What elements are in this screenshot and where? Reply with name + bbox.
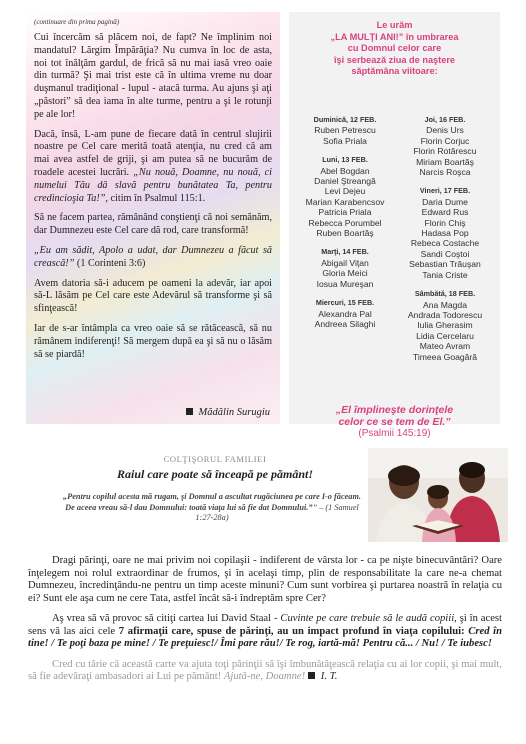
birthday-list-left	[295, 115, 395, 329]
paragraph-3: Să ne facem partea, rămânând conştienţi că noi semănăm, dar Dumnezeu este Cel care dă rod, care transformă!	[34, 212, 272, 237]
editorial-column	[26, 12, 280, 424]
birthday-name: Sandi Coştoi	[420, 248, 470, 259]
birthday-name: Edward Rus	[421, 207, 469, 218]
birthday-name: Florin Rotărescu	[413, 146, 477, 157]
birthday-name: Andreea Silaghi	[314, 318, 376, 329]
affirmations-intro: 7 afirmaţii care, spuse de părinţi, au un impact profund în viaţa copilului:	[118, 625, 469, 637]
birthday-name: Ana Magda	[423, 299, 467, 310]
family-reading-illustration	[368, 448, 508, 542]
birthday-panel	[289, 12, 500, 439]
birthday-name: Denis Urs	[426, 125, 464, 136]
birthday-name: Miriam Boartăş	[416, 156, 474, 167]
section-title: Raiul care poate să înceapă pe pământ!	[117, 467, 313, 481]
signature: Mădălin Surugiu	[186, 407, 270, 418]
birthday-name: Mateo Avram	[419, 341, 471, 352]
article-paragraph-1: Dragi părinţi, oare ne mai privim noi copilaşii - indiferent de vârsta lor - ca pe nişte binecuvântări? Oare înţelegem noi rolul extraordinar de frumos, şi în acelaşi timp, plin de responsabilitate la care ne-a chemat Dumnezeu, încredinţându-ne pentru un timp aceste minuni? Cum sunt vorbirea şi purtarea noastră în relaţia cu ei? Sunt ele aşa cum ne cere Tata, astfel încât să-i îndreptăm spre Cer?	[28, 555, 502, 604]
birthday-name: Marian Karabencsov	[305, 196, 385, 207]
birthday-name: Gloria Meici	[322, 268, 368, 279]
birthday-name: Sebastian Trăuşan	[409, 259, 481, 270]
paragraph-5: Avem datoria să-i aducem pe oameni la adevăr, iar apoi să-L lăsăm pe Cel care este Adevărul să transforme şi să sfinţească!	[34, 277, 272, 315]
psalm-quote: „Nu nouă, Doamne, nu nouă, ci numelui Tău dă slavă pentru bunătatea Ta, pentru credincioşia Ta!”	[34, 166, 272, 204]
family-article	[28, 555, 502, 692]
birthday-name: Abel Bogdan	[320, 165, 370, 176]
birthday-day-heading: Sâmbătă, 18 FEB.	[414, 289, 476, 299]
birthday-name: Abigail Viţan	[321, 257, 369, 268]
birthday-day-heading: Luni, 13 FEB.	[322, 155, 368, 165]
birthday-name: Florin Chiş	[424, 217, 466, 228]
birthday-name: Tania Criste	[422, 269, 468, 280]
continuation-note: (continuare din prima pagină)	[34, 18, 120, 26]
birthday-name: Rebeca Costache	[410, 238, 480, 249]
birthday-greeting: Le urăm „LA MULŢI ANI!” în umbrarea cu Domnul celor care îşi serbează ziua de naştere săptămâna viitoare:	[330, 20, 459, 77]
birthday-day-heading: Joi, 16 FEB.	[424, 115, 466, 124]
paragraph-1: Cui încercăm să plăcem noi, de fapt? Ne împlinim noi mandatul? Lărgim Împărăţia? Nu cumva în loc de asta, noi tot înălţăm gardul, de frică să nu mai iasă vreo oaie din turmă? Şi mai trist este că în ultima vreme nu doar duşmanul tradiţional - lupul - atacă turma. Au ajuns şi aţi „păstori” să dea iama în alte turme, pentru a şi le rotunji pe ale lor!	[34, 32, 272, 120]
birthday-name: Sofia Priala	[323, 135, 367, 146]
birthday-name: Narcis Roşca	[419, 167, 471, 178]
birthday-name: Daria Dume	[422, 196, 468, 207]
psalm-quote-box: „El împlineşte dorinţele celor ce se tem de El.” (Psalmii 145:19)	[335, 404, 454, 439]
birthday-list-right	[395, 115, 495, 362]
birthday-name: Lidia Cercelaru	[416, 330, 474, 341]
birthday-name: Iosua Mureşan	[316, 278, 374, 289]
author-initials: I. T.	[305, 671, 337, 682]
birthday-name: Hadasa Pop	[421, 228, 469, 239]
section-label: COLŢIŞORUL FAMILIEI	[163, 454, 267, 464]
family-photo	[368, 448, 508, 542]
article-paragraph-2: Aş vrea să vă provoc să citiţi cartea lui David Staal - Cuvinte pe care trebuie să le audă copiii, şi în acest sens vă las aici cele 7 afirmaţii care, spuse de părinţi, au un impact profund în viaţa copilului: Cred în tine! / Te poţi baza pe mine! / Te preţuiesc!/ Îmi pare rău!/ Te rog, iartă-mă! Pentru că... / Nu! / Te iubesc!	[28, 613, 503, 649]
birthday-name: Rebecca Porumbel	[308, 217, 382, 228]
square-bullet-icon	[186, 408, 193, 415]
birthday-day-heading: Vineri, 17 FEB.	[419, 186, 471, 196]
samuel-verse: „Pentru copilul acesta mă rugam, şi Domnul a ascultat rugăciunea pe care I-o făceam. De aceea vreau să-l dau Domnului: toată viaţa lui să fie dat Domnului.”” – (1 Samuel 1:27-28a)	[62, 492, 361, 522]
birthday-name: Ruben Petrescu	[314, 125, 376, 136]
affirmations-list: Cred în tine! / Te poţi baza pe mine! / Te preţuiesc!/ Îmi pare rău!/ Te rog, iartă-mă! Pentru că... / Nu! / Te iubesc!	[28, 625, 503, 649]
birthday-name: Alexandra Pal	[318, 308, 372, 319]
birthday-name: Iulia Gherasim	[417, 320, 473, 331]
birthday-name: Andrada Todorescu	[407, 309, 483, 320]
birthday-day-heading: Miercuri, 15 FEB.	[315, 298, 375, 308]
paragraph-4: „Eu am sădit, Apolo a udat, dar Dumnezeu a făcut să crească!” (1 Corinteni 3:6)	[34, 244, 272, 269]
birthday-day-heading: Marţi, 14 FEB.	[321, 247, 369, 257]
square-bullet-icon	[308, 672, 315, 679]
article-paragraph-3: Cred cu tărie că această carte va ajuta toţi părinţii să îşi îmbunătăţească relaţia cu ai lor copii, şi mai mult, să fie adevăraţi ambasadori ai Lui pe pământ! Ajută-ne, Doamne! I. T.	[28, 658, 502, 682]
book-title: Cuvinte pe care trebuie să le audă copiii	[280, 613, 455, 624]
birthday-name: Florin Corjuc	[420, 135, 470, 146]
birthday-name: Ruben Boartăş	[316, 228, 374, 239]
corinthians-quote: „Eu am sădit, Apolo a udat, dar Dumnezeu a făcut să crească!”	[34, 244, 272, 269]
birthday-day-heading: Duminică, 12 FEB.	[313, 115, 377, 124]
birthday-name: Patricia Priala	[318, 207, 372, 218]
paragraph-2: Dacă, însă, L-am pune de fiecare dată în centrul slujirii noastre pe Cel care merită toată atenţia, nu cred că am mai avea astfel de griji, şi am putea să ne bucurăm de roadele acestei lucrări. „Nu nouă, Doamne, nu nouă, ci numelui Tău dă slavă pentru bunătatea Ta, pentru credincioşia Ta!”, citim în Psalmul 115:1.	[34, 128, 272, 204]
birthday-name: Levi Dejeu	[324, 186, 366, 197]
closing-prayer: Ajută-ne, Doamne!	[223, 671, 306, 682]
birthday-name: Timeea Goagără	[412, 351, 478, 362]
paragraph-6: Iar de s-ar întâmpla ca vreo oaie să se rătăcească, să nu rămânem indiferenţi! Să mergem după ea şi să nu o lăsăm să se piardă!	[34, 322, 272, 360]
birthday-name: Daniel Ştreangă	[314, 176, 376, 187]
